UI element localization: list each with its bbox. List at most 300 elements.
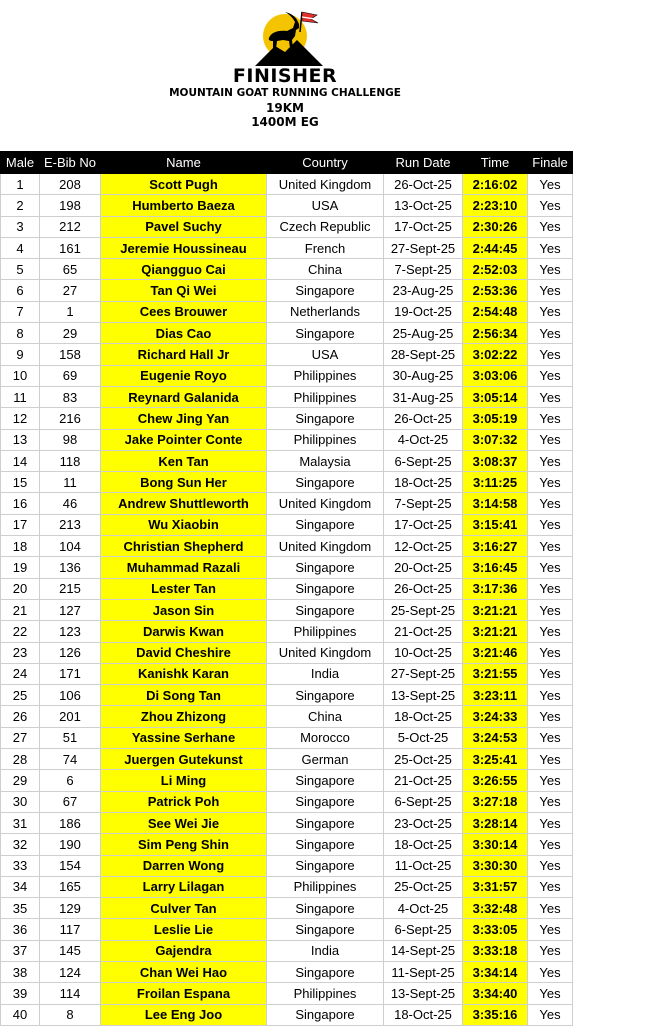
- bib-cell: 114: [40, 983, 101, 1004]
- name-cell: Kanishk Karan: [101, 663, 267, 684]
- table-row: [1, 961, 573, 982]
- name-cell: Culver Tan: [101, 898, 267, 919]
- name-cell: Leslie Lie: [101, 919, 267, 940]
- time-cell: 2:54:48: [463, 301, 528, 322]
- bib-cell: 127: [40, 599, 101, 620]
- run-date-cell: 23-Oct-25: [384, 812, 463, 833]
- run-date-cell: 28-Sept-25: [384, 344, 463, 365]
- table-row: [1, 514, 573, 535]
- name-cell: David Cheshire: [101, 642, 267, 663]
- finale-cell: Yes: [528, 642, 573, 663]
- bib-cell: 171: [40, 663, 101, 684]
- finale-cell: Yes: [528, 450, 573, 471]
- finisher-header: [0, 0, 663, 152]
- time-cell: 3:33:18: [463, 940, 528, 961]
- country-cell: Singapore: [267, 961, 384, 982]
- bib-cell: 126: [40, 642, 101, 663]
- run-date-cell: 26-Oct-25: [384, 174, 463, 195]
- time-cell: 3:02:22: [463, 344, 528, 365]
- bib-cell: 46: [40, 493, 101, 514]
- time-cell: 3:11:25: [463, 472, 528, 493]
- country-cell: Singapore: [267, 280, 384, 301]
- bib-cell: 186: [40, 812, 101, 833]
- finale-cell: Yes: [528, 727, 573, 748]
- run-date-cell: 18-Oct-25: [384, 1004, 463, 1025]
- run-date-cell: 27-Sept-25: [384, 663, 463, 684]
- table-row: [1, 280, 573, 301]
- finale-cell: Yes: [528, 855, 573, 876]
- country-cell: Malaysia: [267, 450, 384, 471]
- country-cell: Netherlands: [267, 301, 384, 322]
- table-row: [1, 834, 573, 855]
- table-row: [1, 386, 573, 407]
- bib-cell: 1: [40, 301, 101, 322]
- finale-cell: Yes: [528, 770, 573, 791]
- time-cell: 3:21:21: [463, 599, 528, 620]
- table-row: [1, 621, 573, 642]
- bib-cell: 11: [40, 472, 101, 493]
- run-date-cell: 10-Oct-25: [384, 642, 463, 663]
- finale-cell: Yes: [528, 386, 573, 407]
- name-cell: Jake Pointer Conte: [101, 429, 267, 450]
- name-cell: Darren Wong: [101, 855, 267, 876]
- time-cell: 3:34:40: [463, 983, 528, 1004]
- table-row: [1, 259, 573, 280]
- run-date-cell: 6-Sept-25: [384, 450, 463, 471]
- country-cell: United Kingdom: [267, 536, 384, 557]
- bib-cell: 129: [40, 898, 101, 919]
- table-row: [1, 770, 573, 791]
- finale-cell: Yes: [528, 812, 573, 833]
- country-cell: German: [267, 749, 384, 770]
- table-row: [1, 450, 573, 471]
- rank-cell: 2: [1, 195, 40, 216]
- time-cell: 3:15:41: [463, 514, 528, 535]
- name-cell: Wu Xiaobin: [101, 514, 267, 535]
- run-date-cell: 31-Aug-25: [384, 386, 463, 407]
- run-date-cell: 19-Oct-25: [384, 301, 463, 322]
- bib-cell: 145: [40, 940, 101, 961]
- bib-cell: 212: [40, 216, 101, 237]
- time-cell: 2:16:02: [463, 174, 528, 195]
- run-date-cell: 17-Oct-25: [384, 216, 463, 237]
- name-cell: Jeremie Houssineau: [101, 237, 267, 258]
- name-cell: Juergen Gutekunst: [101, 749, 267, 770]
- column-header-bib: E-Bib No: [40, 152, 101, 174]
- run-date-cell: 21-Oct-25: [384, 621, 463, 642]
- finale-cell: Yes: [528, 919, 573, 940]
- rank-cell: 34: [1, 876, 40, 897]
- bib-cell: 118: [40, 450, 101, 471]
- table-row: [1, 898, 573, 919]
- run-date-cell: 13-Sept-25: [384, 685, 463, 706]
- run-date-cell: 5-Oct-25: [384, 727, 463, 748]
- name-cell: Darwis Kwan: [101, 621, 267, 642]
- column-header-name: Name: [101, 152, 267, 174]
- time-cell: 3:16:45: [463, 557, 528, 578]
- table-row: [1, 791, 573, 812]
- country-cell: Singapore: [267, 578, 384, 599]
- finale-cell: Yes: [528, 599, 573, 620]
- table-row: [1, 663, 573, 684]
- table-row: [1, 216, 573, 237]
- country-cell: Philippines: [267, 876, 384, 897]
- bib-cell: 6: [40, 770, 101, 791]
- time-cell: 3:21:21: [463, 621, 528, 642]
- time-cell: 2:56:34: [463, 323, 528, 344]
- rank-cell: 26: [1, 706, 40, 727]
- name-cell: Muhammad Razali: [101, 557, 267, 578]
- bib-cell: 104: [40, 536, 101, 557]
- bib-cell: 198: [40, 195, 101, 216]
- country-cell: Singapore: [267, 898, 384, 919]
- bib-cell: 123: [40, 621, 101, 642]
- time-cell: 2:23:10: [463, 195, 528, 216]
- table-row: [1, 749, 573, 770]
- bib-cell: 65: [40, 259, 101, 280]
- finale-cell: Yes: [528, 663, 573, 684]
- name-cell: Larry Lilagan: [101, 876, 267, 897]
- bib-cell: 165: [40, 876, 101, 897]
- name-cell: See Wei Jie: [101, 812, 267, 833]
- run-date-cell: 25-Oct-25: [384, 876, 463, 897]
- name-cell: Gajendra: [101, 940, 267, 961]
- run-date-cell: 18-Oct-25: [384, 472, 463, 493]
- country-cell: French: [267, 237, 384, 258]
- bib-cell: 124: [40, 961, 101, 982]
- rank-cell: 27: [1, 727, 40, 748]
- rank-cell: 39: [1, 983, 40, 1004]
- rank-cell: 3: [1, 216, 40, 237]
- distance-label: 19KM: [266, 101, 304, 115]
- time-cell: 3:17:36: [463, 578, 528, 599]
- name-cell: Pavel Suchy: [101, 216, 267, 237]
- challenge-subtitle: MOUNTAIN GOAT RUNNING CHALLENGE: [169, 87, 401, 99]
- name-cell: Dias Cao: [101, 323, 267, 344]
- time-cell: 3:21:46: [463, 642, 528, 663]
- bib-cell: 51: [40, 727, 101, 748]
- time-cell: 3:05:14: [463, 386, 528, 407]
- run-date-cell: 25-Oct-25: [384, 749, 463, 770]
- table-row: [1, 1004, 573, 1025]
- time-cell: 3:21:55: [463, 663, 528, 684]
- bib-cell: 67: [40, 791, 101, 812]
- rank-cell: 18: [1, 536, 40, 557]
- rank-cell: 10: [1, 365, 40, 386]
- finale-cell: Yes: [528, 195, 573, 216]
- rank-cell: 13: [1, 429, 40, 450]
- rank-cell: 21: [1, 599, 40, 620]
- country-cell: Singapore: [267, 408, 384, 429]
- rank-cell: 28: [1, 749, 40, 770]
- time-cell: 3:03:06: [463, 365, 528, 386]
- country-cell: Singapore: [267, 770, 384, 791]
- finale-cell: Yes: [528, 493, 573, 514]
- country-cell: China: [267, 706, 384, 727]
- name-cell: Qiangguo Cai: [101, 259, 267, 280]
- bib-cell: 27: [40, 280, 101, 301]
- run-date-cell: 12-Oct-25: [384, 536, 463, 557]
- bib-cell: 69: [40, 365, 101, 386]
- country-cell: Morocco: [267, 727, 384, 748]
- mountain-goat-logo-icon: [255, 6, 323, 66]
- run-date-cell: 20-Oct-25: [384, 557, 463, 578]
- rank-cell: 9: [1, 344, 40, 365]
- rank-cell: 36: [1, 919, 40, 940]
- run-date-cell: 6-Sept-25: [384, 791, 463, 812]
- name-cell: Reynard Galanida: [101, 386, 267, 407]
- country-cell: Singapore: [267, 1004, 384, 1025]
- run-date-cell: 7-Sept-25: [384, 259, 463, 280]
- table-row: [1, 642, 573, 663]
- finale-cell: Yes: [528, 301, 573, 322]
- country-cell: Singapore: [267, 812, 384, 833]
- rank-cell: 40: [1, 1004, 40, 1025]
- table-row: [1, 472, 573, 493]
- bib-cell: 8: [40, 1004, 101, 1025]
- bib-cell: 216: [40, 408, 101, 429]
- table-row: [1, 323, 573, 344]
- finale-cell: Yes: [528, 216, 573, 237]
- rank-cell: 23: [1, 642, 40, 663]
- time-cell: 3:34:14: [463, 961, 528, 982]
- name-cell: Tan Qi Wei: [101, 280, 267, 301]
- run-date-cell: 23-Aug-25: [384, 280, 463, 301]
- rank-cell: 33: [1, 855, 40, 876]
- name-cell: Di Song Tan: [101, 685, 267, 706]
- country-cell: Singapore: [267, 791, 384, 812]
- time-cell: 2:53:36: [463, 280, 528, 301]
- bib-cell: 74: [40, 749, 101, 770]
- run-date-cell: 17-Oct-25: [384, 514, 463, 535]
- country-cell: Philippines: [267, 983, 384, 1004]
- finale-cell: Yes: [528, 749, 573, 770]
- finale-cell: Yes: [528, 1004, 573, 1025]
- time-cell: 3:07:32: [463, 429, 528, 450]
- finale-cell: Yes: [528, 578, 573, 599]
- bib-cell: 136: [40, 557, 101, 578]
- name-cell: Chan Wei Hao: [101, 961, 267, 982]
- bib-cell: 83: [40, 386, 101, 407]
- name-cell: Richard Hall Jr: [101, 344, 267, 365]
- rank-cell: 12: [1, 408, 40, 429]
- time-cell: 3:26:55: [463, 770, 528, 791]
- bib-cell: 154: [40, 855, 101, 876]
- time-cell: 3:23:11: [463, 685, 528, 706]
- table-row: [1, 365, 573, 386]
- finale-cell: Yes: [528, 237, 573, 258]
- run-date-cell: 25-Aug-25: [384, 323, 463, 344]
- finale-cell: Yes: [528, 834, 573, 855]
- rank-cell: 38: [1, 961, 40, 982]
- time-cell: 3:05:19: [463, 408, 528, 429]
- rank-cell: 20: [1, 578, 40, 599]
- table-row: [1, 578, 573, 599]
- country-cell: Singapore: [267, 685, 384, 706]
- rank-cell: 14: [1, 450, 40, 471]
- time-cell: 3:24:53: [463, 727, 528, 748]
- country-cell: Singapore: [267, 472, 384, 493]
- name-cell: Cees Brouwer: [101, 301, 267, 322]
- finale-cell: Yes: [528, 557, 573, 578]
- bib-cell: 117: [40, 919, 101, 940]
- finale-cell: Yes: [528, 983, 573, 1004]
- country-cell: Singapore: [267, 855, 384, 876]
- finale-cell: Yes: [528, 472, 573, 493]
- finale-cell: Yes: [528, 514, 573, 535]
- run-date-cell: 25-Sept-25: [384, 599, 463, 620]
- name-cell: Christian Shepherd: [101, 536, 267, 557]
- name-cell: Lee Eng Joo: [101, 1004, 267, 1025]
- country-cell: Philippines: [267, 621, 384, 642]
- rank-cell: 7: [1, 301, 40, 322]
- time-cell: 2:30:26: [463, 216, 528, 237]
- finale-cell: Yes: [528, 174, 573, 195]
- country-cell: Czech Republic: [267, 216, 384, 237]
- run-date-cell: 27-Sept-25: [384, 237, 463, 258]
- rank-cell: 11: [1, 386, 40, 407]
- time-cell: 2:44:45: [463, 237, 528, 258]
- run-date-cell: 14-Sept-25: [384, 940, 463, 961]
- country-cell: Philippines: [267, 386, 384, 407]
- name-cell: Patrick Poh: [101, 791, 267, 812]
- table-header-row: [1, 152, 573, 174]
- country-cell: Philippines: [267, 429, 384, 450]
- rank-cell: 17: [1, 514, 40, 535]
- time-cell: 3:32:48: [463, 898, 528, 919]
- table-row: [1, 301, 573, 322]
- bib-cell: 201: [40, 706, 101, 727]
- finale-cell: Yes: [528, 259, 573, 280]
- table-row: [1, 237, 573, 258]
- run-date-cell: 13-Sept-25: [384, 983, 463, 1004]
- country-cell: India: [267, 663, 384, 684]
- column-header-run-date: Run Date: [384, 152, 463, 174]
- country-cell: United Kingdom: [267, 493, 384, 514]
- country-cell: India: [267, 940, 384, 961]
- table-row: [1, 685, 573, 706]
- finale-cell: Yes: [528, 621, 573, 642]
- run-date-cell: 26-Oct-25: [384, 578, 463, 599]
- country-cell: Singapore: [267, 599, 384, 620]
- run-date-cell: 18-Oct-25: [384, 834, 463, 855]
- finale-cell: Yes: [528, 706, 573, 727]
- run-date-cell: 4-Oct-25: [384, 429, 463, 450]
- table-row: [1, 344, 573, 365]
- country-cell: Singapore: [267, 514, 384, 535]
- rank-cell: 5: [1, 259, 40, 280]
- name-cell: Froilan Espana: [101, 983, 267, 1004]
- run-date-cell: 4-Oct-25: [384, 898, 463, 919]
- finale-cell: Yes: [528, 791, 573, 812]
- finale-cell: Yes: [528, 898, 573, 919]
- name-cell: Bong Sun Her: [101, 472, 267, 493]
- rank-cell: 1: [1, 174, 40, 195]
- country-cell: USA: [267, 195, 384, 216]
- rank-cell: 35: [1, 898, 40, 919]
- rank-cell: 8: [1, 323, 40, 344]
- table-row: [1, 876, 573, 897]
- table-row: [1, 940, 573, 961]
- rank-cell: 22: [1, 621, 40, 642]
- finale-cell: Yes: [528, 323, 573, 344]
- name-cell: Zhou Zhizong: [101, 706, 267, 727]
- column-header-time: Time: [463, 152, 528, 174]
- country-cell: Singapore: [267, 557, 384, 578]
- time-cell: 3:33:05: [463, 919, 528, 940]
- table-row: [1, 174, 573, 195]
- table-row: [1, 727, 573, 748]
- bib-cell: 161: [40, 237, 101, 258]
- column-header-male: Male: [1, 152, 40, 174]
- column-header-country: Country: [267, 152, 384, 174]
- country-cell: Philippines: [267, 365, 384, 386]
- country-cell: Singapore: [267, 323, 384, 344]
- name-cell: Jason Sin: [101, 599, 267, 620]
- bib-cell: 158: [40, 344, 101, 365]
- finisher-title: FINISHER: [232, 65, 338, 87]
- time-cell: 3:31:57: [463, 876, 528, 897]
- rank-cell: 24: [1, 663, 40, 684]
- bib-cell: 208: [40, 174, 101, 195]
- name-cell: Lester Tan: [101, 578, 267, 599]
- table-row: [1, 919, 573, 940]
- run-date-cell: 11-Oct-25: [384, 855, 463, 876]
- rank-cell: 32: [1, 834, 40, 855]
- table-row: [1, 706, 573, 727]
- time-cell: 3:30:14: [463, 834, 528, 855]
- run-date-cell: 13-Oct-25: [384, 195, 463, 216]
- finale-cell: Yes: [528, 536, 573, 557]
- table-row: [1, 429, 573, 450]
- bib-cell: 29: [40, 323, 101, 344]
- finale-cell: Yes: [528, 876, 573, 897]
- time-cell: 3:27:18: [463, 791, 528, 812]
- country-cell: Singapore: [267, 919, 384, 940]
- finale-cell: Yes: [528, 940, 573, 961]
- rank-cell: 6: [1, 280, 40, 301]
- run-date-cell: 26-Oct-25: [384, 408, 463, 429]
- time-cell: 3:25:41: [463, 749, 528, 770]
- column-header-finale: Finale: [528, 152, 573, 174]
- finale-cell: Yes: [528, 961, 573, 982]
- name-cell: Li Ming: [101, 770, 267, 791]
- finale-cell: Yes: [528, 280, 573, 301]
- finale-cell: Yes: [528, 408, 573, 429]
- bib-cell: 106: [40, 685, 101, 706]
- rank-cell: 29: [1, 770, 40, 791]
- time-cell: 2:52:03: [463, 259, 528, 280]
- rank-cell: 4: [1, 237, 40, 258]
- finale-cell: Yes: [528, 365, 573, 386]
- finale-cell: Yes: [528, 685, 573, 706]
- country-cell: United Kingdom: [267, 642, 384, 663]
- table-row: [1, 195, 573, 216]
- name-cell: Ken Tan: [101, 450, 267, 471]
- bib-cell: 190: [40, 834, 101, 855]
- time-cell: 3:16:27: [463, 536, 528, 557]
- table-row: [1, 536, 573, 557]
- table-row: [1, 983, 573, 1004]
- name-cell: Eugenie Royo: [101, 365, 267, 386]
- run-date-cell: 21-Oct-25: [384, 770, 463, 791]
- run-date-cell: 6-Sept-25: [384, 919, 463, 940]
- name-cell: Humberto Baeza: [101, 195, 267, 216]
- table-row: [1, 493, 573, 514]
- table-row: [1, 599, 573, 620]
- time-cell: 3:30:30: [463, 855, 528, 876]
- name-cell: Sim Peng Shin: [101, 834, 267, 855]
